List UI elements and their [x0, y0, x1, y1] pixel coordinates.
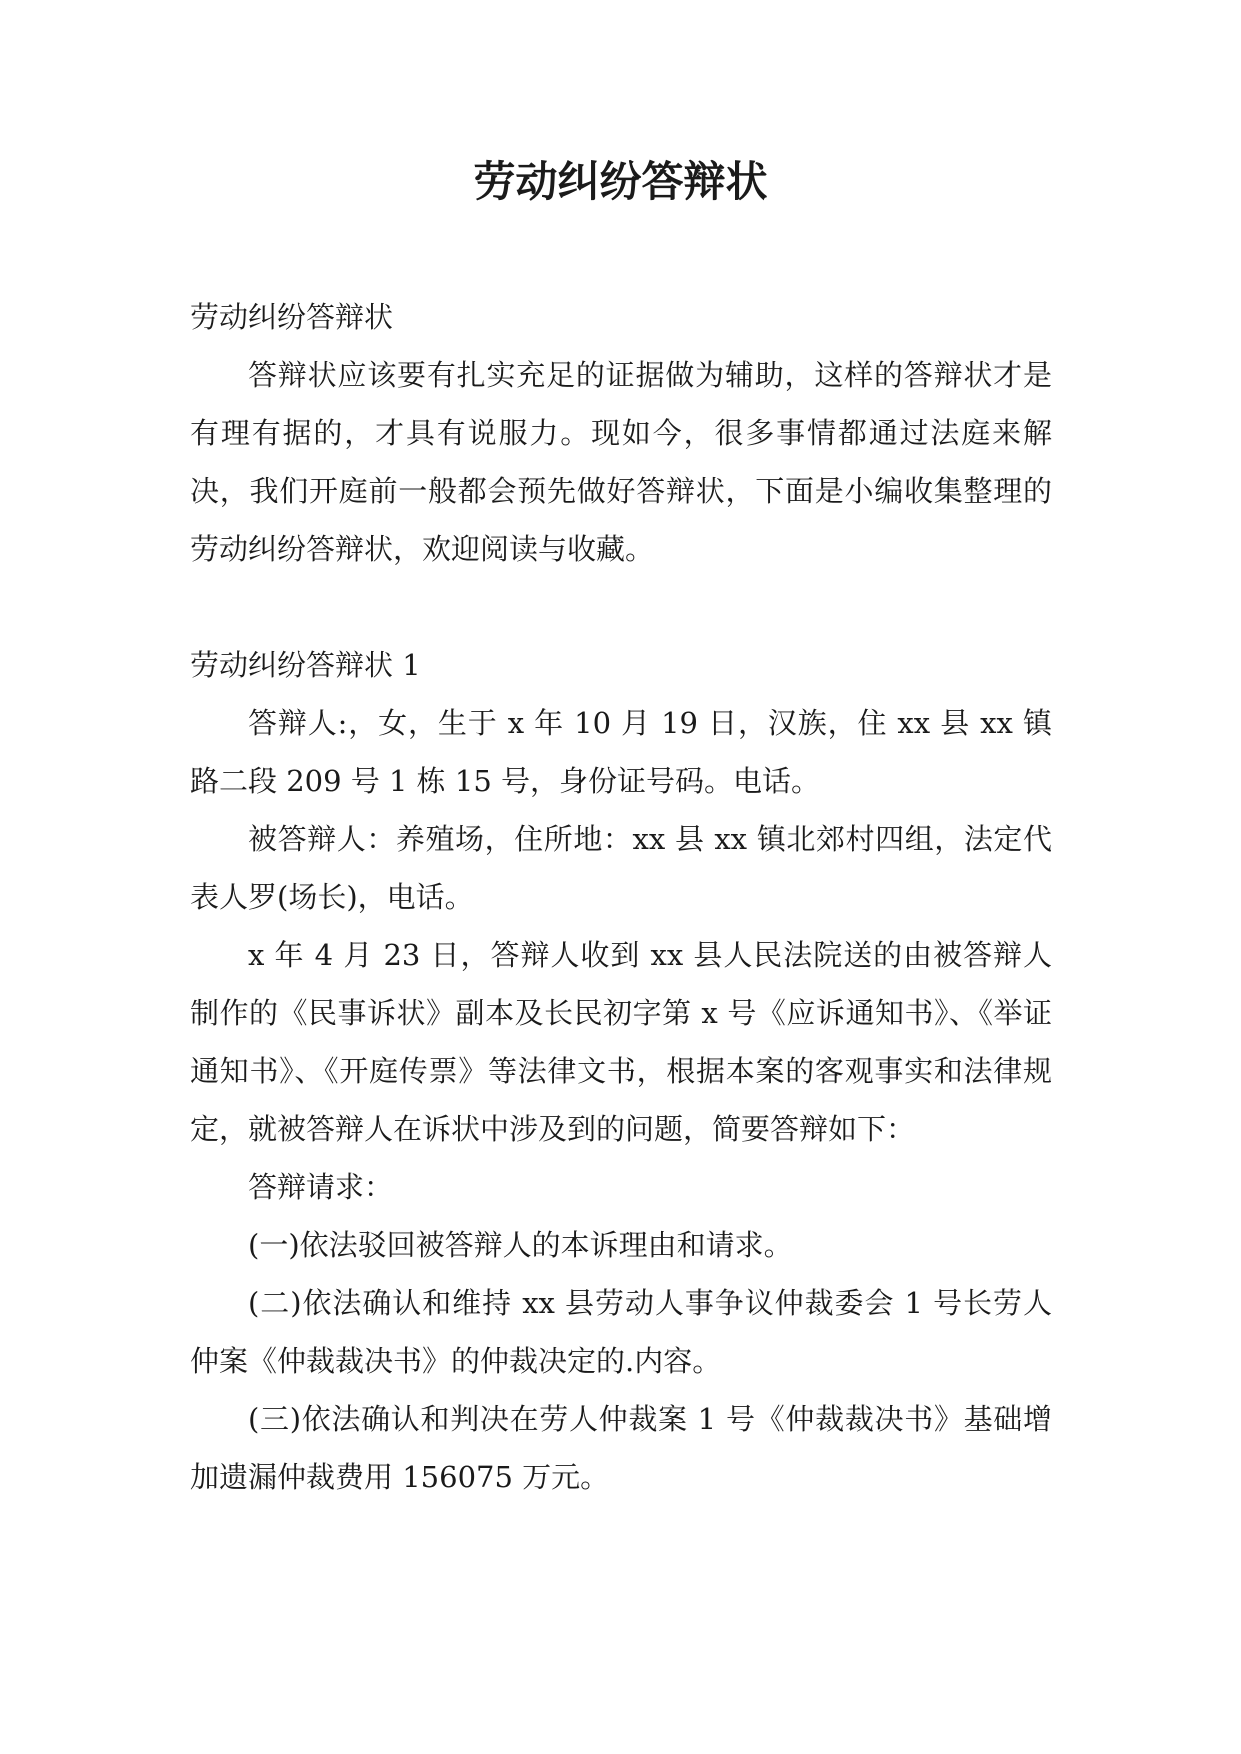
document-title: 劳动纠纷答辩状 [473, 157, 768, 206]
request-item-2: (二)依法确认和维持 xx 县劳动人事争议仲裁委会 1 号长劳人仲案《仲裁裁决书》的仲裁决定的.内容。 [190, 1286, 1052, 1378]
request-item-3: (三)依法确认和判决在劳人仲裁案 1 号《仲裁裁决书》基础增加遗漏仲裁费用 156075 万元。 [190, 1402, 1052, 1494]
intro-heading: 劳动纠纷答辩状 [190, 300, 394, 334]
respondent-paragraph: 答辩人:，女，生于 x 年 10 月 19 日，汉族，住 xx 县 xx 镇路二段 209 号 1 栋 15 号，身份证号码。电话。 [190, 706, 1052, 798]
request-heading: 答辩请求： [248, 1170, 394, 1204]
background-paragraph: x 年 4 月 23 日，答辩人收到 xx 县人民法院送的由被答辩人制作的《民事诉状》副本及长民初字第 x 号《应诉通知书》、《举证通知书》、《开庭传票》等法律文书，根据本案的客观事实和法律规定，就被答辩人在诉状中涉及到的问题，简要答辩如下： [190, 938, 1052, 1146]
document-body [190, 288, 1052, 1506]
claimant-paragraph: 被答辩人：养殖场，住所地：xx 县 xx 镇北郊村四组，法定代表人罗(场长)，电话。 [190, 822, 1052, 914]
intro-paragraph: 答辩状应该要有扎实充足的证据做为辅助，这样的答辩状才是有理有据的，才具有说服力。现如今，很多事情都通过法庭来解决，我们开庭前一般都会预先做好答辩状，下面是小编收集整理的劳动纠纷答辩状，欢迎阅读与收藏。 [190, 358, 1052, 566]
paragraph-spacer [190, 578, 1052, 636]
section-heading: 劳动纠纷答辩状 1 [190, 648, 421, 682]
request-item-1: (一)依法驳回被答辩人的本诉理由和请求。 [248, 1228, 793, 1262]
